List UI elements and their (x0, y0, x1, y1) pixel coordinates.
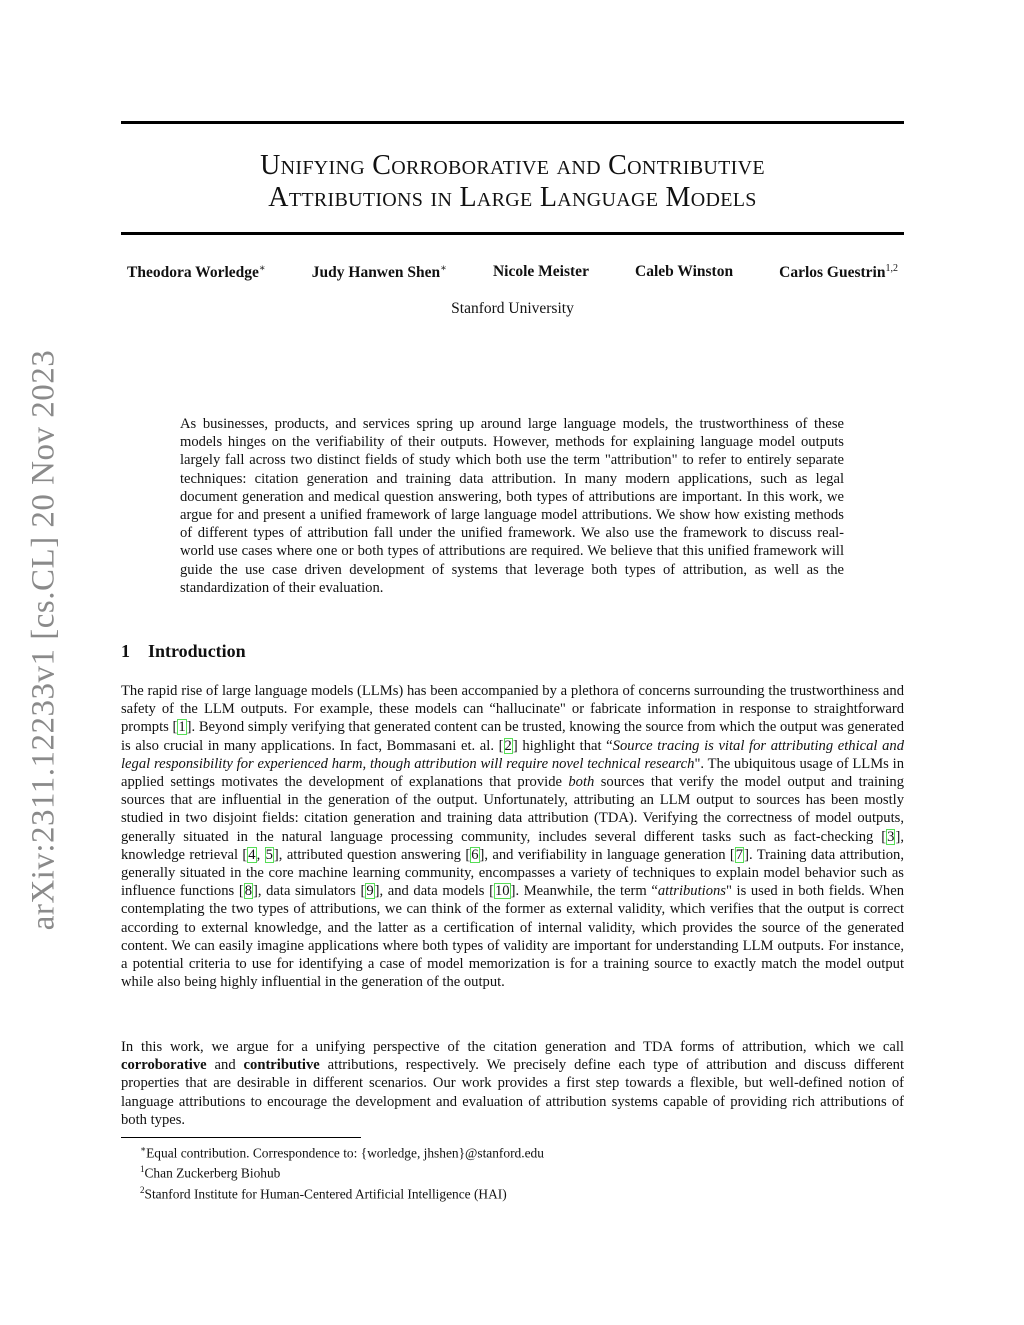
bold-term: corroborative (121, 1057, 207, 1074)
text-run: . Training data attribution, generally situated in the core machine learning community, encompasses a variety of techniques to explain model behavior such as influence functions (121, 846, 904, 900)
citation-link[interactable]: 6 (471, 846, 479, 863)
text-run: , data simulators (257, 883, 361, 900)
text-run: sources that verify the model output and training sources that are influential in the generation of the output. Unfortunately, attributing an LLM output to sources has been mostly studied in two disjoint fields: citation generation and training data attribution (TDA). Verifying the correctness of model outputs, generally situated in the natural language processing community, includes several different tasks such as fact-checking (121, 774, 904, 845)
text-run: In this work, we argue for a unifying perspective of the citation generation and TDA forms of attribution, which we call (121, 1039, 904, 1055)
footnote-text: Stanford Institute for Human-Centered Artificial Intelligence (HAI) (144, 1186, 507, 1202)
author (312, 263, 447, 282)
arxiv-identifier-stamp: arXiv:2311.12233v1 [cs.CL] 20 Nov 2023 (25, 349, 62, 931)
section-heading (121, 641, 246, 662)
text-run: . Meanwhile, the term “ (515, 883, 658, 900)
author-name: Judy Hanwen Shen (311, 264, 441, 282)
emphasis-text: both (568, 774, 595, 791)
text-run: The rapid rise of large language models (LLMs) has been accompanied by a plethora of concerns surrounding the trustworthiness and safety of the LLM outputs. For example, these models can “hallucinate" or fabricate information in response to straightforward prompts (121, 683, 904, 736)
author-mark: ∗ (440, 263, 447, 274)
text-run: highlight that “ (517, 737, 613, 754)
section-number: 1 (121, 641, 130, 661)
author (493, 263, 589, 282)
footnote (140, 1141, 544, 1161)
footnote-text: Equal contribution. Correspondence to: {worledge, jhshen}@stanford.edu (146, 1145, 544, 1161)
author-list (121, 263, 904, 282)
intro-paragraph-2 (121, 1038, 904, 1129)
text-run: , and data models (379, 883, 490, 900)
author-name: Caleb Winston (635, 263, 734, 280)
footnote-rule (121, 1137, 361, 1138)
text-run: " is used in both fields. When contemplating the two types of attributions, we can think of the former as external validity, which verifies that the output is correct according to external knowledge, and the latter as a certification of internal validity, which provides the source of the generated content. We can easily imagine applications where both types of validity are important for understanding LLM outputs. For instance, a potential criteria to use for identifying a case of model memorization is for a training source to exactly match the model output while also being highly influential in the generation of the output. (121, 883, 904, 991)
title-top-rule (121, 121, 904, 124)
text-run: . Beyond simply verifying that generated content can be trusted, knowing the source from which the output was generated is also crucial in many applications. In fact, Bommasani et. al. (121, 719, 904, 754)
author (127, 263, 266, 282)
text-run: , (256, 846, 265, 863)
author (779, 263, 898, 282)
citation-link[interactable]: 2 (504, 737, 512, 754)
citation-link[interactable]: 1 (178, 719, 186, 736)
title-line-1: Unifying Corroborative and Contributive (260, 150, 765, 181)
text-run: ], attributed question answering (273, 846, 466, 863)
footnotes (140, 1141, 544, 1202)
footnote-text: Chan Zuckerberg Biohub (144, 1165, 281, 1181)
abstract: As businesses, products, and services spring up around large language models, the trustworthiness of these models hinges on the verifiability of their outputs. However, methods for explaining language model outputs largely fall across two distinct fields of study which both use the term "attribution" to refer to entirely separate techniques: citation generation and training data attribution. In many modern applications, such as legal document generation and medical question answering, both types of attributions are important. In this work, we argue for and present a unified framework of large language model attributions. We show how existing methods of different types of attribution fall under the unified framework. We also use the framework to discuss real-world use cases where one or both types of attributions are required. We believe that this unified framework will guide the use case driven development of systems that leverage both types of attribution, as well as the standardization of their evaluation. (180, 416, 844, 596)
citation-link[interactable]: 4 (248, 846, 256, 863)
author-name: Nicole Meister (492, 263, 589, 280)
text-run: , knowledge retrieval [ (121, 828, 904, 863)
text-run: attributions, respectively. We precisely define each type of attribution and discuss different properties that are desirable in different scenarios. Our work provides a first step towards a flexible, but well-defined notion of language attributions to encourage the development and evaluation of attribution systems capable of providing rich attributions of both types. (121, 1057, 904, 1128)
citation-link[interactable]: 5 (265, 846, 273, 863)
citation-link[interactable]: 10 (494, 883, 510, 900)
footnote-mark: ∗ (140, 1144, 147, 1154)
citation-link[interactable]: 7 (735, 846, 744, 863)
footnote (140, 1182, 544, 1202)
text-run: and (206, 1057, 244, 1074)
footnote-mark: 2 (140, 1184, 145, 1195)
author (635, 263, 733, 282)
citation-link[interactable]: 3 (887, 828, 895, 845)
author-name: Theodora Worledge (127, 264, 259, 282)
section-title: Introduction (148, 641, 246, 661)
paper-title (121, 150, 904, 214)
citation-link[interactable]: 8 (244, 883, 252, 900)
affiliation: Stanford University (451, 300, 574, 317)
text-run: ". The ubiquitous usage of LLMs in applied settings motivates the development of explanations that provide (121, 755, 904, 791)
emphasis-text: attributions (657, 883, 726, 900)
author-mark: ∗ (258, 263, 266, 274)
quoted-text: Source tracing is vital for attributing ethical and legal responsibility for experienced harm, though attribution will require novel technical research (121, 737, 905, 772)
intro-paragraph-1: The rapid rise of large language models (LLMs) has been accompanied by a plethora of concerns surrounding the trustworthiness and safety of the LLM outputs. For example, these models can “hallucinate" or fabricate information in response to straightforward prompts [1]. Beyond simply verifying that generated content can be trusted, knowing the source from which the output was generated is also crucial in many applications. In fact, Bommasani et. al. [2] highlight that “Source tracing is vital for attributing ethical and legal responsibility for experienced harm, though attribution will require novel technical research". The ubiquitous usage of LLMs in applied settings motivates the development of explanations that provide both sources that verify the model output and training sources that are influential in the generation of the output. Unfortunately, attributing an LLM output to sources has been mostly studied in two disjoint fields: citation generation and training data attribution (TDA). Verifying the correctness of model outputs, generally situated in the natural language processing community, includes several different tasks such as fact-checking [3], knowledge retrieval [4, 5], attributed question answering [6], and verifiability in language generation [7]. Training data attribution, generally situated in the core machine learning community, encompasses a variety of techniques to explain model behavior such as influence functions [8], data simulators [9], and data models [10]. Meanwhile, the term “attributions" is used in both fields. When contemplating the two types of attributions, we can think of the former as external validity, which verifies that the output is correct according to external knowledge, and the latter as a certification of internal validity, which provides the source of the generated content. We can easily imagine applications where both types of validity are important for understanding LLM outputs. For instance, a potential criteria to use for identifying a case of model memorization is for a training source to exactly match the model output while also being highly influential in the generation of the output. (121, 683, 905, 991)
footnote-mark: 1 (140, 1164, 145, 1175)
title-line-2: Attributions in Large Language Models (268, 182, 757, 213)
text-run: , and verifiability in language generation (484, 846, 730, 863)
bold-term: contributive (243, 1057, 320, 1074)
title-bottom-rule (121, 232, 904, 235)
footnote (140, 1161, 544, 1181)
author-mark: 1,2 (885, 263, 898, 274)
citation-link[interactable]: 9 (366, 883, 374, 900)
author-name: Carlos Guestrin (779, 264, 886, 282)
